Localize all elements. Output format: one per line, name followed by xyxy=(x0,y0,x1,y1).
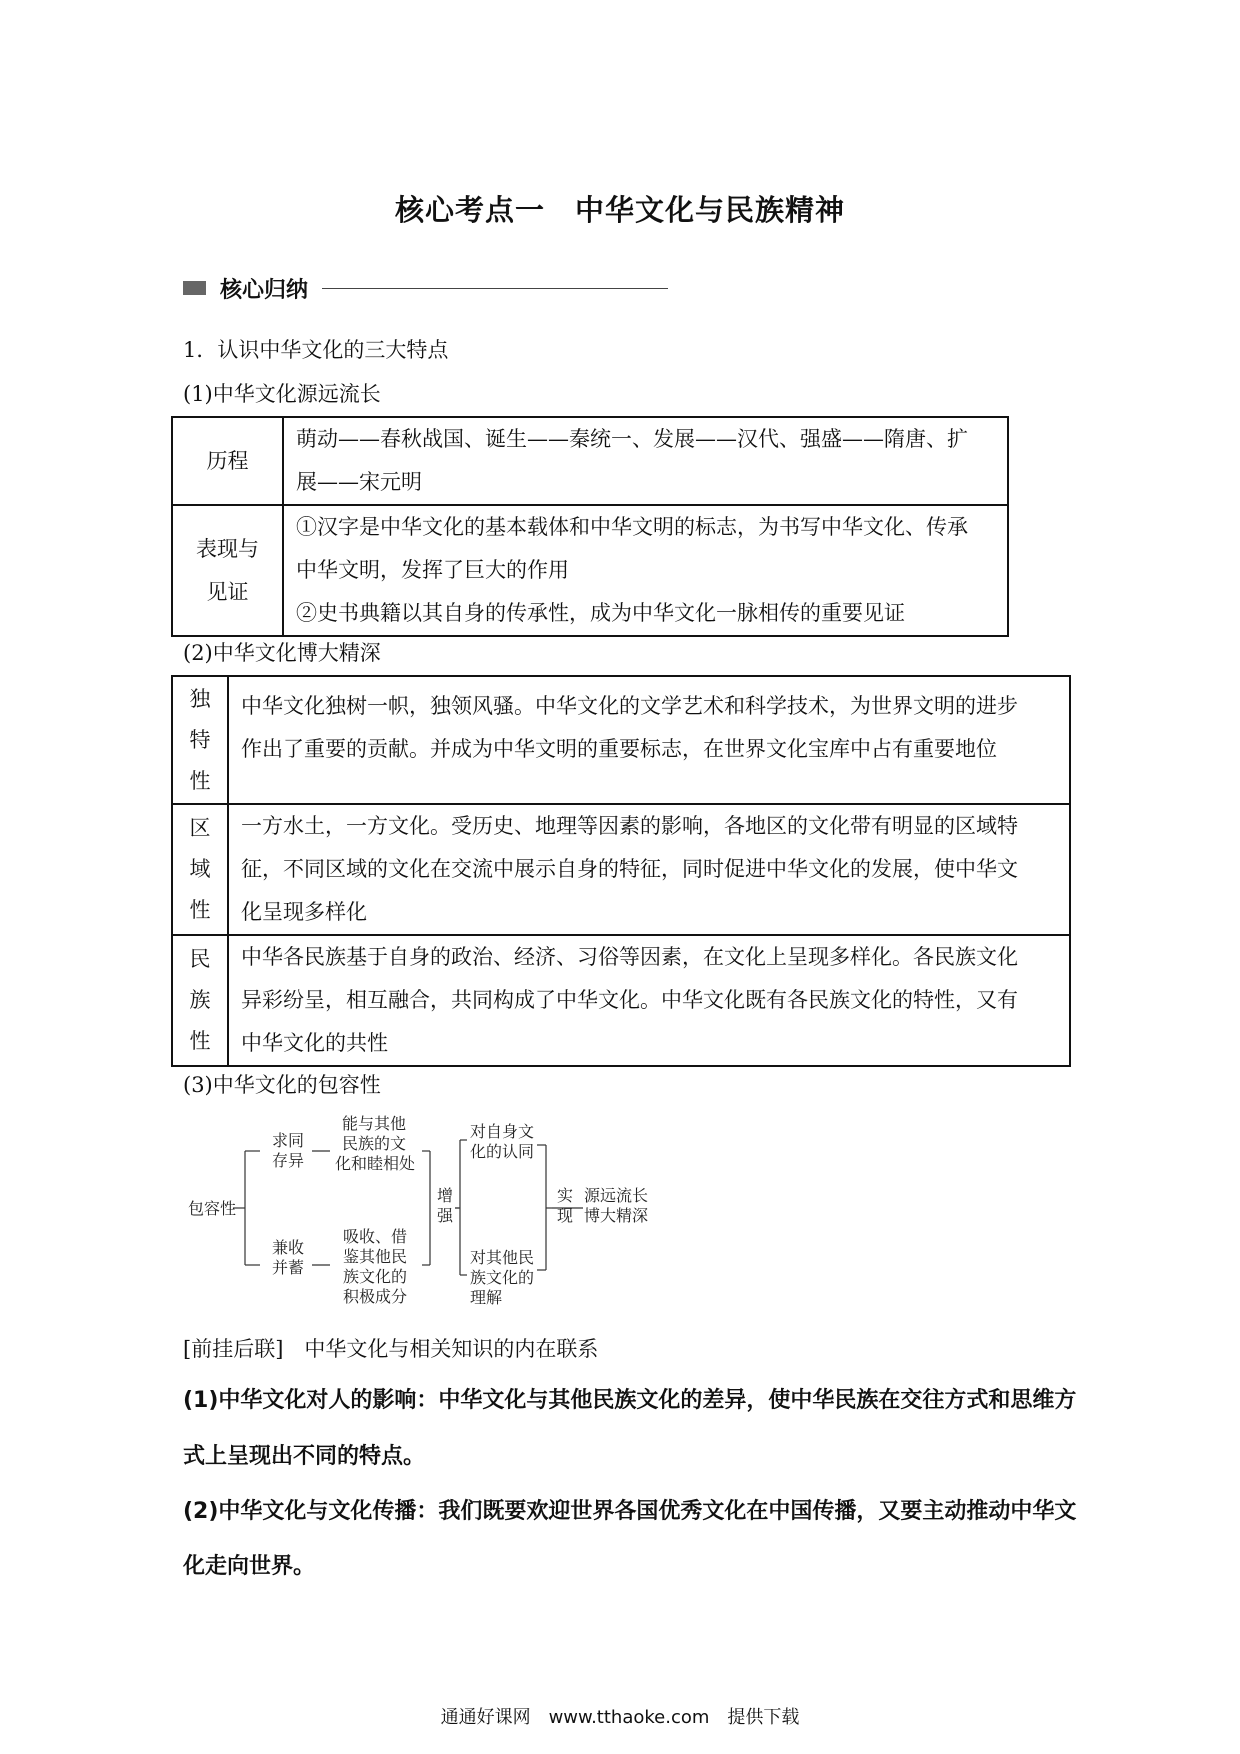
diagram-branch1-detail: 民族的文 xyxy=(342,1134,407,1153)
cell-line: 作出了重要的贡献。并成为中华文明的重要标志，在世界文化宝库中占有重要地位 xyxy=(241,737,997,761)
table-row xyxy=(172,804,1070,935)
diagram-outcome: 源远流长 xyxy=(584,1186,649,1205)
diagram-result1: 对自身文 xyxy=(470,1122,535,1141)
label-char: 族 xyxy=(189,988,211,1012)
section-divider xyxy=(322,288,668,289)
cell-line: ①汉字是中华文化的基本载体和中华文明的标志，为书写中华文化、传承 xyxy=(296,515,968,539)
diagram-result1: 化的认同 xyxy=(470,1142,535,1161)
section-heading: 核心归纳 xyxy=(220,277,309,303)
diagram-branch2: 并蓄 xyxy=(272,1258,305,1277)
subheading-1: (1)中华文化源远流长 xyxy=(183,382,381,406)
section-header xyxy=(183,272,668,304)
label-line: 见证 xyxy=(206,579,249,604)
label-char: 独 xyxy=(189,686,211,711)
cell-line: 异彩纷呈，相互融合，共同构成了中华文化。中华文化既有各民族文化的特性，又有 xyxy=(241,988,1018,1012)
row-content xyxy=(228,676,1070,804)
label-char: 区 xyxy=(189,816,211,840)
diagram-branch2-detail: 族文化的 xyxy=(343,1267,408,1286)
row-label xyxy=(172,505,283,636)
table-breadth xyxy=(171,675,1071,1067)
cell-line: 中华文明，发挥了巨大的作用 xyxy=(296,558,569,582)
diagram-branch1-detail: 化和睦相处 xyxy=(335,1154,416,1173)
cell-line: 中华文化独树一帜，独领风骚。中华文化的文学艺术和科学技术，为世界文明的进步 xyxy=(241,694,1018,718)
label-char: 民 xyxy=(189,947,211,971)
cell-line: 征，不同区域的文化在交流中展示自身的特征，同时促进中华文化的发展，使中华文 xyxy=(241,857,1018,881)
diagram-enhance: 强 xyxy=(437,1206,454,1225)
section-marker-icon xyxy=(183,281,206,295)
inclusiveness-diagram xyxy=(180,1115,680,1315)
page-title: 核心考点一 中华文化与民族精神 xyxy=(394,193,845,227)
subheading-2: (2)中华文化博大精深 xyxy=(183,641,381,665)
cell-line: ②史书典籍以其自身的传承性，成为中华文化一脉相传的重要见证 xyxy=(296,601,905,625)
label-char: 性 xyxy=(189,1029,211,1053)
diagram-branch2-detail: 吸收、借 xyxy=(343,1227,408,1246)
page-footer: 通通好课网 www.tthaoke.com 提供下载 xyxy=(440,1707,800,1728)
label-char: 域 xyxy=(189,857,211,881)
row-content xyxy=(283,417,1008,505)
label-line: 表现与 xyxy=(196,536,259,561)
paragraph-line: 化走向世界。 xyxy=(183,1554,316,1579)
diagram-result2: 对其他民 xyxy=(470,1248,535,1267)
diagram-branch1: 求同 xyxy=(272,1131,305,1150)
cell-line: 展——宋元明 xyxy=(296,470,422,494)
row-label xyxy=(172,935,228,1066)
diagram-branch2-detail: 积极成分 xyxy=(343,1287,408,1306)
item-heading: 1．认识中华文化的三大特点 xyxy=(183,338,449,362)
paragraph-line: 式上呈现出不同的特点。 xyxy=(183,1444,426,1469)
cell-line: 化呈现多样化 xyxy=(241,900,367,924)
cell-line: 中华文化的共性 xyxy=(241,1031,388,1055)
label-char: 性 xyxy=(189,898,211,922)
table-row xyxy=(172,505,1008,636)
table-row xyxy=(172,935,1070,1066)
table-row xyxy=(172,676,1070,804)
diagram-root: 包容性 xyxy=(188,1199,237,1218)
row-label xyxy=(172,804,228,935)
cell-line: 一方水土，一方文化。受历史、地理等因素的影响，各地区的文化带有明显的区域特 xyxy=(241,814,1018,838)
diagram-branch1-detail: 能与其他 xyxy=(342,1115,407,1133)
diagram-branch1: 存异 xyxy=(272,1151,305,1170)
label-char: 性 xyxy=(189,768,211,793)
diagram-branch2: 兼收 xyxy=(272,1238,305,1257)
row-label xyxy=(172,676,228,804)
cell-line: 萌动——春秋战国、诞生——秦统一、发展——汉代、强盛——隋唐、扩 xyxy=(296,427,968,451)
row-label: 历程 xyxy=(172,417,283,505)
row-content xyxy=(228,935,1070,1066)
row-content xyxy=(283,505,1008,636)
diagram-result2: 族文化的 xyxy=(470,1268,535,1287)
subheading-3: (3)中华文化的包容性 xyxy=(183,1073,381,1097)
diagram-enhance: 增 xyxy=(437,1186,454,1205)
link-heading: [前挂后联] 中华文化与相关知识的内在联系 xyxy=(183,1337,599,1361)
diagram-result2: 理解 xyxy=(470,1288,503,1307)
diagram-outcome: 博大精深 xyxy=(584,1206,649,1225)
label-char: 特 xyxy=(189,727,211,752)
paragraph-line: (1)中华文化对人的影响：中华文化与其他民族文化的差异，使中华民族在交往方式和思维方 xyxy=(183,1388,1077,1413)
row-content xyxy=(228,804,1070,935)
cell-line: 中华各民族基于自身的政治、经济、习俗等因素，在文化上呈现多样化。各民族文化 xyxy=(241,945,1018,969)
paragraph-line: (2)中华文化与文化传播：我们既要欢迎世界各国优秀文化在中国传播，又要主动推动中华文 xyxy=(183,1499,1077,1524)
table-origin xyxy=(171,416,1009,637)
diagram-branch2-detail: 鉴其他民 xyxy=(343,1247,408,1266)
diagram-realize: 现 xyxy=(557,1206,574,1225)
table-row xyxy=(172,417,1008,505)
diagram-realize: 实 xyxy=(557,1186,574,1205)
